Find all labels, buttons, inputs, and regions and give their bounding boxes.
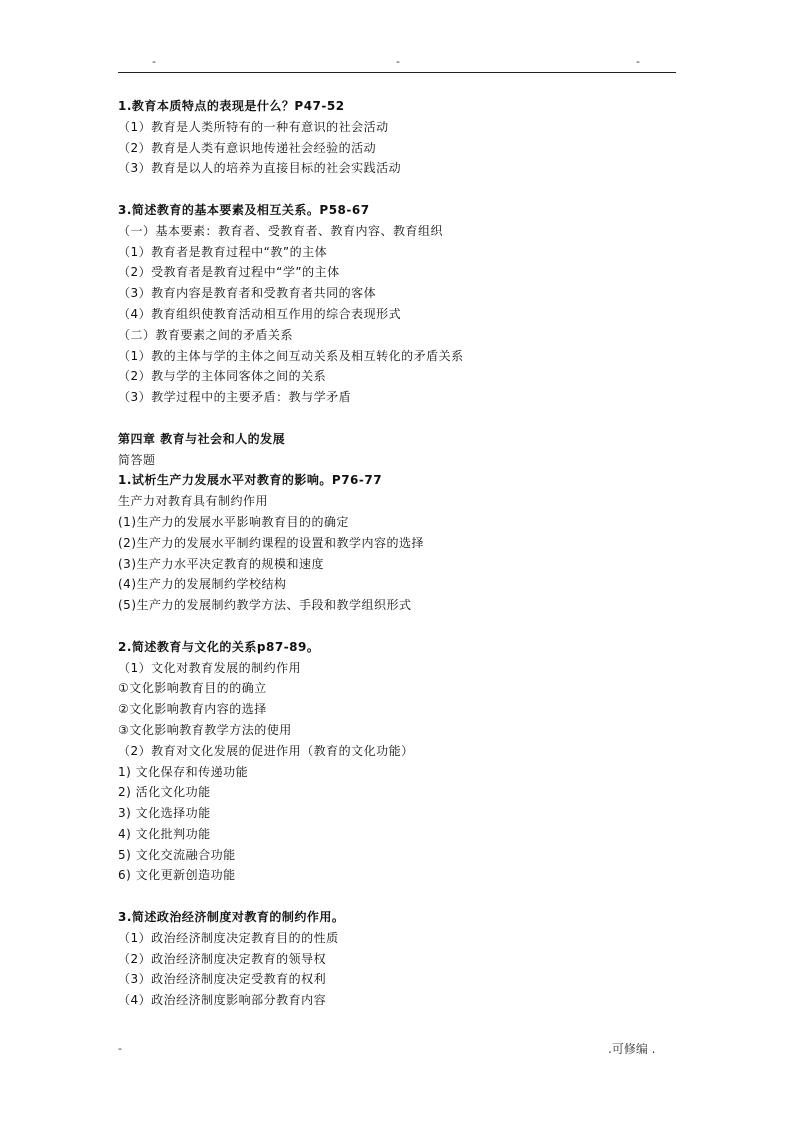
header-mark-left: -: [152, 55, 156, 68]
answer-line: （1）政治经济制度决定教育目的的性质: [118, 930, 339, 945]
footer-editable-note: .可修编 .: [608, 1042, 656, 1056]
answer-line: 生产力对教育具有制约作用: [118, 494, 269, 509]
answer-line: （1）文化对教育发展的制约作用: [118, 660, 302, 675]
answer-line: 6) 文化更新创造功能: [118, 868, 236, 883]
answer-line: （2）政治经济制度决定教育的领导权: [118, 951, 327, 966]
answer-line: ①文化影响教育目的的确立: [118, 681, 267, 696]
answer-line: （2）教与学的主体同客体之间的关系: [118, 369, 327, 384]
answer-line: (5)生产力的发展制约教学方法、手段和教学组织形式: [118, 598, 412, 613]
spacer: [118, 886, 678, 907]
header-mark-center: -: [396, 55, 400, 68]
answer-line: ②文化影响教育内容的选择: [118, 702, 267, 717]
answer-line: （3）教育内容是教育者和受教育者共同的客体: [118, 286, 377, 301]
header-rule: [118, 72, 676, 73]
answer-line: （3）教学过程中的主要矛盾：教与学矛盾: [118, 390, 352, 405]
answer-line: （1）教育者是教育过程中“教”的主体: [118, 244, 328, 259]
answer-line: （2）受教育者是教育过程中“学”的主体: [118, 265, 340, 280]
answer-line: 5) 文化交流融合功能: [118, 847, 236, 862]
footer-mark: -: [118, 1042, 122, 1055]
answer-line: （一）基本要素：教育者、受教育者、教育内容、教育组织: [118, 223, 444, 238]
answer-line: 2) 活化文化功能: [118, 785, 211, 800]
answer-line: （1）教育是人类所特有的一种有意识的社会活动: [118, 119, 389, 134]
answer-line: （2）教育对文化发展的促进作用（教育的文化功能）: [118, 743, 414, 758]
answer-line: 4) 文化批判功能: [118, 826, 211, 841]
question-heading: 3.简述教育的基本要素及相互关系。P58-67: [118, 202, 370, 217]
answer-line: （二）教育要素之间的矛盾关系: [118, 327, 294, 342]
answer-line: (4)生产力的发展制约学校结构: [118, 577, 287, 592]
spacer: [118, 179, 678, 200]
question-heading: 1.教育本质特点的表现是什么？P47-52: [118, 99, 345, 113]
answer-line: （2）教育是人类有意识地传递社会经验的活动: [118, 140, 377, 155]
answer-line: （1）教的主体与学的主体之间互动关系及相互转化的矛盾关系: [118, 348, 464, 363]
answer-line: （3）教育是以人的培养为直接目标的社会实践活动: [118, 161, 402, 176]
spacer: [118, 408, 678, 429]
answer-line: （4）政治经济制度影响部分教育内容: [118, 993, 327, 1008]
question-type-label: 简答题: [118, 452, 156, 467]
answer-line: （4）教育组织使教育活动相互作用的综合表现形式: [118, 306, 402, 321]
question-heading: 3.简述政治经济制度对教育的制约作用。: [118, 910, 345, 925]
chapter-title: 第四章 教育与社会和人的发展: [118, 431, 286, 446]
question-heading: 2.简述教育与文化的关系p87-89。: [118, 639, 320, 654]
answer-line: ③文化影响教育教学方法的使用: [118, 722, 292, 737]
answer-line: (3)生产力水平决定教育的规模和速度: [118, 556, 324, 571]
spacer: [118, 616, 678, 637]
answer-line: (2)生产力的发展水平制约课程的设置和教学内容的选择: [118, 535, 425, 550]
answer-line: （3）政治经济制度决定受教育的权利: [118, 972, 327, 987]
header-mark-right: -: [636, 55, 640, 68]
question-heading: 1.试析生产力发展水平对教育的影响。P76-77: [118, 473, 383, 488]
document-body: [118, 96, 678, 1011]
answer-line: (1)生产力的发展水平影响教育目的的确定: [118, 514, 349, 529]
answer-line: 1) 文化保存和传递功能: [118, 764, 249, 779]
answer-line: 3) 文化选择功能: [118, 806, 211, 821]
